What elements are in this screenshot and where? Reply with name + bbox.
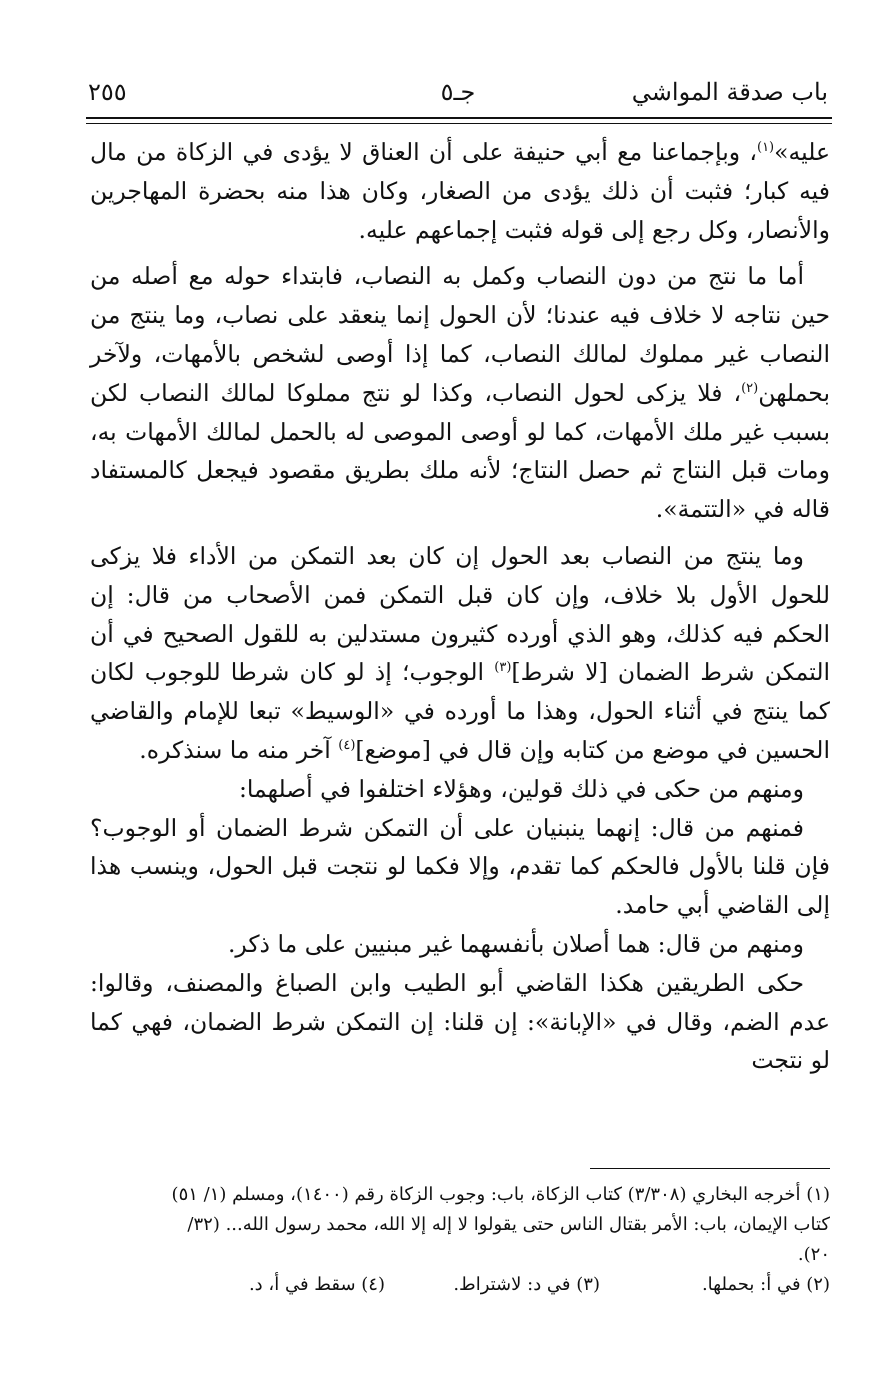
footnote-marker: (١) bbox=[756, 140, 775, 156]
footnote-row bbox=[90, 1270, 830, 1300]
page-number: ٢٥٥ bbox=[88, 78, 127, 106]
text-run: حكى الطريقين هكذا القاضي أبو الطيب وابن الصباغ والمصنف، وقالوا: عدم الضم، وقال في «الإبانة»: إن قلنا: إن التمكن شرط الضمان، فهي كما لو نتجت bbox=[90, 968, 830, 1075]
footnote-marker: (٤) bbox=[338, 738, 356, 754]
text-run: آخر منه ما سنذكره. bbox=[139, 735, 339, 764]
text-run: أما ما نتج من دون النصاب وكمل به النصاب، فابتداء حوله مع أصله من حين نتاجه لا خلاف فيه عندنا؛ لأن الحول إنما ينعقد على نصاب، وما ينتج من النصاب غير مملوك لمالك النصاب، كما إذا أوصى لشخص بالأمهات، ولآخر بحملهن bbox=[90, 262, 830, 407]
text-run: عليه» bbox=[774, 138, 830, 166]
footnote-marker: (٣) bbox=[494, 660, 512, 676]
text-run: الوجوب؛ إذ لو كان شرطا للوجوب لكان كما ينتج في أثناء الحول، وهذا ما أورده في «الوسيط» تبعا للإمام والقاضي الحسين في موضع من كتابه وإن قال في [موضع] bbox=[90, 658, 830, 764]
footnote-2: (٢) في أ: بحملها. bbox=[701, 1274, 830, 1295]
header-rule-thin bbox=[86, 123, 832, 124]
header-rule-thick bbox=[86, 117, 832, 119]
footnote-1-line-1: (١) أخرجه البخاري (٣/٣٠٨) كتاب الزكاة، باب: وجوب الزكاة رقم (١٤٠٠)، ومسلم (١/ ٥١) bbox=[171, 1184, 830, 1205]
running-header bbox=[88, 78, 828, 118]
text-run: فمنهم من قال: إنهما ينبنيان على أن التمكن شرط الضمان أو الوجوب؟ فإن قلنا بالأول فالحكم كما تقدم، وإلا فكما لو نتجت قبل الحول، وينسب هذا إلى القاضي أبي حامد. bbox=[90, 813, 830, 920]
text-run: ومنهم من قال: هما أصلان بأنفسهما غير مبنيين على ما ذكر. bbox=[227, 929, 804, 958]
chapter-title: باب صدقة المواشي bbox=[631, 78, 828, 106]
text-run: وما ينتج من النصاب بعد الحول إن كان بعد التمكن من الأداء فلا يزكى للحول الأول بلا خلاف، وإن كان قبل التمكن فمن الأصحاب من قال: إن الحكم فيه كذلك، وهو الذي أورده كثيرون مستدلين به للقول الصحيح في أن التمكن شرط الضمان [لا شرط] bbox=[90, 541, 831, 687]
footnote-marker: (٢) bbox=[741, 380, 759, 396]
paragraph bbox=[90, 809, 830, 925]
text-run: ومنهم من حكى في ذلك قولين، وهؤلاء اختلفوا في أصلهما: bbox=[238, 774, 804, 803]
paragraph bbox=[90, 770, 830, 809]
footnote-3: (٣) في د: لاشتراط. bbox=[453, 1274, 600, 1295]
text-run: ، وبإجماعنا مع أبي حنيفة على أن العناق لا يؤدى في الزكاة من مال فيه كبار؛ فثبت أن ذلك يؤدى من الصغار، وكان هذا منه بحضرة المهاجرين والأنصار، وكل رجع إلى قوله فثبت إجماعهم عليه. bbox=[90, 138, 830, 244]
text-run: ، فلا يزكى لحول النصاب، وكذا لو نتج مملوكا لمالك النصاب لكن بسبب غير ملك الأمهات، كما لو أوصى الموصى له بالحمل لمالك الأمهات به، ومات قبل النتاج ثم حصل النتاج؛ لأنه ملك بطريق مقصود فيجعل كالمستفاد قاله في «التتمة». bbox=[90, 378, 830, 524]
paragraph bbox=[90, 133, 830, 249]
paragraph bbox=[90, 925, 830, 964]
volume-label: جـ٥ bbox=[440, 78, 476, 106]
footnotes bbox=[90, 1180, 830, 1300]
footnote-separator bbox=[590, 1168, 830, 1169]
paragraph bbox=[90, 964, 830, 1080]
paragraph bbox=[90, 537, 830, 770]
footnote-4: (٤) سقط في أ، د. bbox=[248, 1274, 385, 1295]
paragraph bbox=[90, 257, 830, 529]
footnote-1-line-3: ٢٠). bbox=[797, 1244, 830, 1265]
footnote-1-line-2: كتاب الإيمان، باب: الأمر بقتال الناس حتى يقولوا لا إله إلا الله، محمد رسول الله... (٣٢/ bbox=[187, 1214, 830, 1235]
main-text bbox=[90, 133, 830, 1080]
